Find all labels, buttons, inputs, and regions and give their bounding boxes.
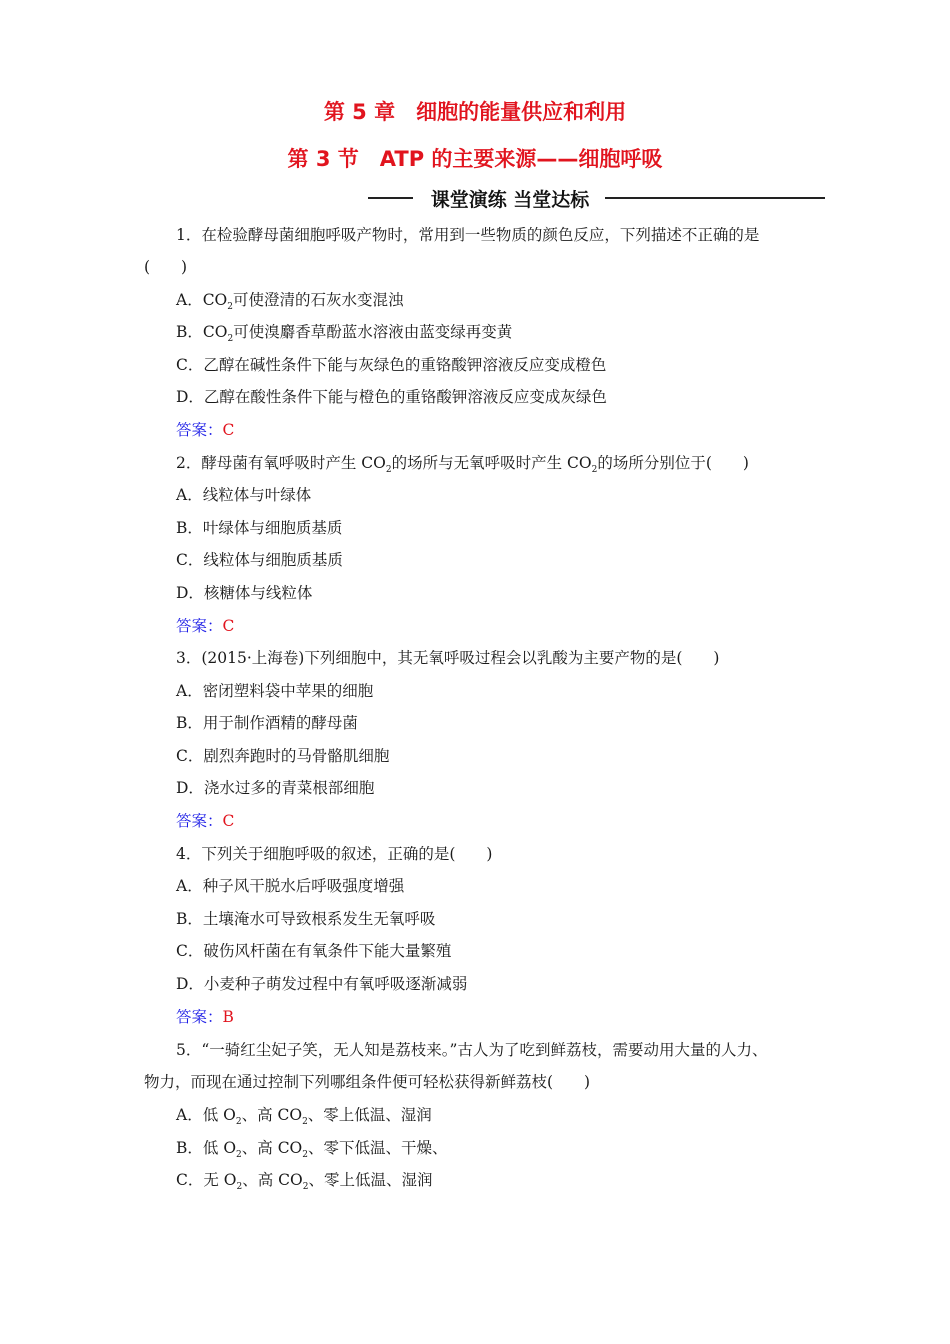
banner-text: 课堂演练 当堂达标 — [430, 189, 590, 211]
question-4-option-b: B．土壤淹水可导致根系发生无氧呼吸 — [176, 910, 436, 928]
question-2-option-c: C．线粒体与细胞质基质 — [176, 551, 343, 569]
banner-rule-left — [368, 197, 413, 199]
question-4-stem: 4．下列关于细胞呼吸的叙述，正确的是( ) — [176, 845, 493, 863]
question-4-option-d: D．小麦种子萌发过程中有氧呼吸逐渐减弱 — [176, 975, 468, 993]
question-3-answer: 答案：C — [176, 812, 235, 830]
question-1-option-c: C．乙醇在碱性条件下能与灰绿色的重铬酸钾溶液反应变成橙色 — [176, 356, 607, 374]
section-banner — [368, 185, 842, 211]
question-2-stem: 2．酵母菌有氧呼吸时产生 $CO_2$的场所与无氧呼吸时产生 $CO_2$的场所分别位于( ) — [176, 454, 749, 475]
chapter-title: 第 5 章 细胞的能量供应和利用 — [323, 100, 627, 124]
question-3-option-b: B．用于制作酒精的酵母菌 — [176, 714, 358, 732]
question-4-option-c: C．破伤风杆菌在有氧条件下能大量繁殖 — [176, 942, 452, 960]
question-5-option-a: A．低 $O_2$、高 $CO_2$、零上低温、湿润 — [176, 1106, 432, 1127]
banner-rule-right — [605, 197, 825, 199]
question-4-option-a: A．种子风干脱水后呼吸强度增强 — [176, 877, 405, 895]
question-3-option-d: D．浇水过多的青菜根部细胞 — [176, 779, 375, 797]
question-2-option-d: D．核糖体与线粒体 — [176, 584, 313, 602]
question-1-option-a: A．$CO_2$可使澄清的石灰水变混浊 — [176, 291, 404, 312]
question-1-option-d: D．乙醇在酸性条件下能与橙色的重铬酸钾溶液反应变成灰绿色 — [176, 388, 607, 406]
question-2-answer: 答案：C — [176, 617, 235, 635]
question-4-answer: 答案：B — [176, 1008, 234, 1026]
question-3-stem: 3．(2015·上海卷)下列细胞中，其无氧呼吸过程会以乳酸为主要产物的是( ) — [176, 649, 720, 667]
question-1-answer: 答案：C — [176, 421, 235, 439]
section-title: 第 3 节 ATP 的主要来源——细胞呼吸 — [287, 147, 663, 171]
question-5-stem: 5．“一骑红尘妃子笑，无人知是荔枝来。”古人为了吃到鲜荔枝，需要动用大量的人力、 — [176, 1041, 768, 1059]
question-1-stem: 1．在检验酵母菌细胞呼吸产物时，常用到一些物质的颜色反应，下列描述不正确的是 — [176, 226, 760, 244]
question-2-option-a: A．线粒体与叶绿体 — [176, 486, 312, 504]
question-5-option-c: C．无 $O_2$、高 $CO_2$、零上低温、湿润 — [176, 1171, 433, 1192]
question-5-stem-cont: 物力，而现在通过控制下列哪组条件便可轻松获得新鲜荔枝( ) — [144, 1073, 591, 1091]
question-2-option-b: B．叶绿体与细胞质基质 — [176, 519, 343, 537]
question-3-option-c: C．剧烈奔跑时的马骨骼肌细胞 — [176, 747, 390, 765]
question-3-option-a: A．密闭塑料袋中苹果的细胞 — [176, 682, 374, 700]
question-1-option-b: B．$CO_2$可使溴麝香草酚蓝水溶液由蓝变绿再变黄 — [176, 323, 513, 344]
question-5-option-b: B．低 $O_2$、高 $CO_2$、零下低温、干燥、 — [176, 1139, 448, 1160]
question-1-stem-cont: ( ) — [144, 258, 188, 276]
